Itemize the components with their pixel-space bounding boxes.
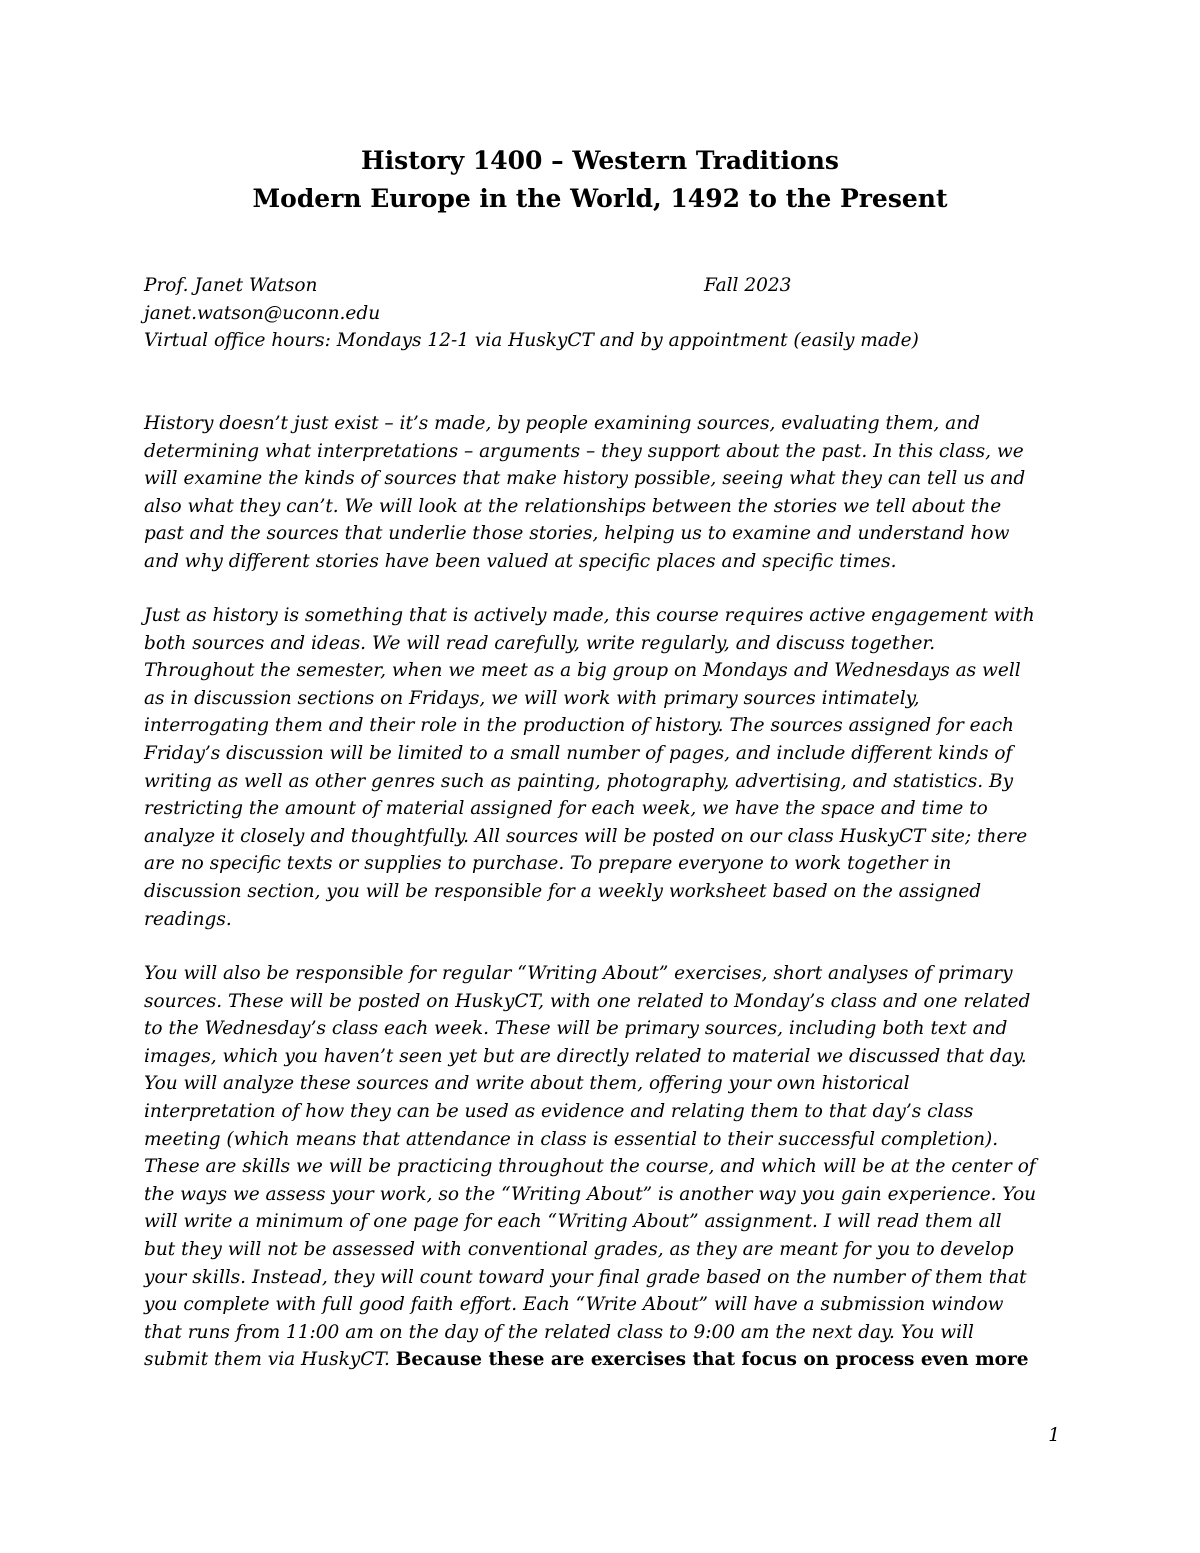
paragraph-line: also what they can’t. We will look at the relationships between the stories we tell about the bbox=[144, 495, 1002, 517]
paragraph-intro bbox=[144, 410, 1064, 576]
paragraph-line: the ways we assess your work, so the “Writing About” is another way you gain experience. You bbox=[144, 1183, 1037, 1205]
paragraph-line: interpretation of how they can be used as evidence and relating them to that day’s class bbox=[144, 1100, 974, 1122]
paragraph-line: analyze it closely and thoughtfully. All sources will be posted on our class HuskyCT site; there bbox=[144, 825, 1028, 847]
paragraph-line: Friday’s discussion will be limited to a small number of pages, and include different kinds of bbox=[144, 742, 1013, 764]
paragraph-line: will write a minimum of one page for each “Writing About” assignment. I will read them all bbox=[144, 1211, 1002, 1233]
paragraph-line: Just as history is something that is actively made, this course requires active engagement with bbox=[144, 605, 1035, 626]
paragraph-line: determining what interpretations – arguments – they support about the past. In this class, we bbox=[144, 440, 1024, 462]
course-subtitle: Modern Europe in the World, 1492 to the Present bbox=[252, 184, 948, 213]
professor-name: Prof. Janet Watson bbox=[144, 275, 318, 296]
paragraph-line: Throughout the semester, when we meet as a big group on Mondays and Wednesdays as well bbox=[144, 660, 1021, 682]
paragraph-line: are no specific texts or supplies to purchase. To prepare everyone to work together in bbox=[144, 853, 952, 875]
paragraph-line: and why different stories have been valued at specific places and specific times. bbox=[144, 550, 897, 572]
term-label: Fall 2023 bbox=[704, 275, 792, 296]
paragraph-writing-about bbox=[144, 960, 1064, 1374]
paragraph-line: that runs from 11:00 am on the day of the related class to 9:00 am the next day. You will bbox=[144, 1321, 974, 1343]
professor-email: janet.watson@uconn.edu bbox=[144, 303, 381, 324]
last-line-italic-text: submit them via HuskyCT. bbox=[144, 1349, 396, 1371]
paragraph-line: sources. These will be posted on HuskyCT, with one related to Monday’s class and one related bbox=[144, 990, 1031, 1012]
paragraph-line: restricting the amount of material assigned for each week, we have the space and time to bbox=[144, 798, 988, 820]
course-title: History 1400 – Western Traditions bbox=[361, 146, 839, 175]
paragraph-line: both sources and ideas. We will read carefully, write regularly, and discuss together. bbox=[144, 632, 936, 654]
paragraph-line: writing as well as other genres such as painting, photography, advertising, and statistics. By bbox=[144, 770, 1014, 792]
paragraph-line: as in discussion sections on Fridays, we will work with primary sources intimately, bbox=[144, 687, 920, 709]
page-number: 1 bbox=[1048, 1425, 1060, 1446]
paragraph-last-line bbox=[144, 1346, 1064, 1374]
paragraph-line: These are skills we will be practicing throughout the course, and which will be at the center of bbox=[144, 1156, 1036, 1178]
office-hours: Virtual office hours: Mondays 12-1 via HuskyCT and by appointment (easily made) bbox=[144, 330, 919, 351]
paragraph-line: interrogating them and their role in the production of history. The sources assigned for each bbox=[144, 715, 1014, 737]
paragraph-line: You will also be responsible for regular “Writing About” exercises, short analyses of primary bbox=[144, 963, 1013, 984]
paragraph-line: You will analyze these sources and write about them, offering your own historical bbox=[144, 1073, 910, 1095]
paragraph-line: but they will not be assessed with conventional grades, as they are meant for you to develop bbox=[144, 1238, 1014, 1260]
paragraph-line: your skills. Instead, they will count toward your final grade based on the number of them that bbox=[144, 1266, 1027, 1288]
paragraph-line: meeting (which means that attendance in class is essential to their successful completion). bbox=[144, 1128, 999, 1150]
paragraph-line: will examine the kinds of sources that make history possible, seeing what they can tell us and bbox=[144, 468, 1026, 490]
paragraph-engagement bbox=[144, 602, 1064, 933]
paragraph-line: images, which you haven’t seen yet but are directly related to material we discussed that day. bbox=[144, 1045, 1027, 1067]
paragraph-line: readings. bbox=[144, 908, 232, 930]
paragraph-line: History doesn’t just exist – it’s made, by people examining sources, evaluating them, and bbox=[144, 413, 980, 434]
paragraph-line: to the Wednesday’s class each week. These will be primary sources, including both text and bbox=[144, 1018, 1008, 1040]
paragraph-line: discussion section, you will be responsible for a weekly worksheet based on the assigned bbox=[144, 880, 982, 902]
paragraph-line: you complete with full good faith effort. Each “Write About” will have a submission window bbox=[144, 1294, 1004, 1316]
paragraph-line: past and the sources that underlie those stories, helping us to examine and understand how bbox=[144, 523, 1010, 545]
last-line-bold-text: Because these are exercises that focus on process even more bbox=[395, 1349, 1029, 1371]
